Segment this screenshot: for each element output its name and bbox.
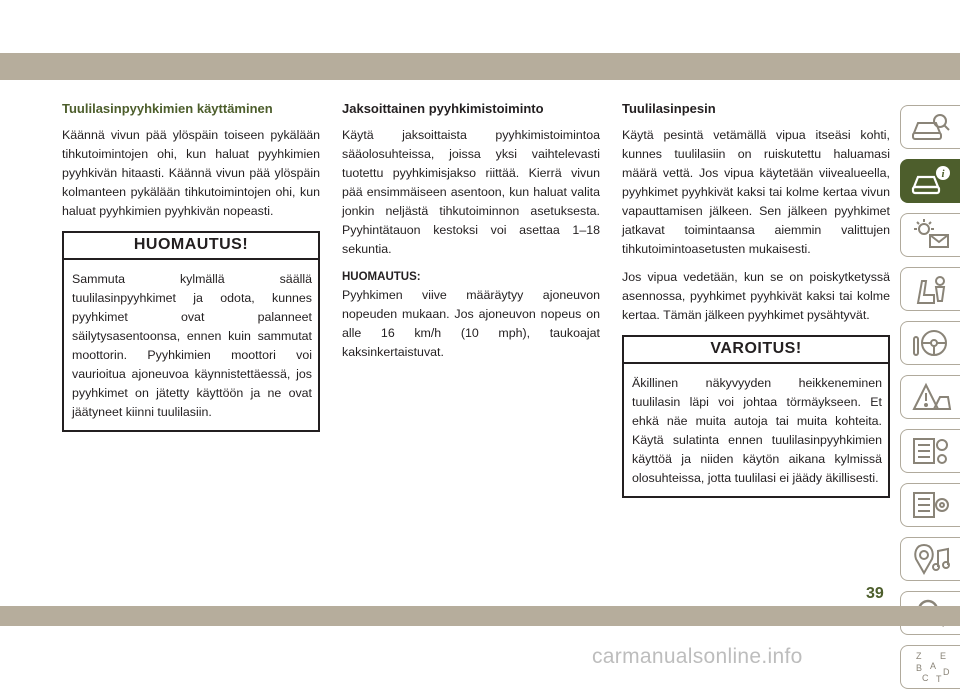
warning-text: Äkillinen näkyvyyden heikkeneminen tuulilasin läpi voi johtaa törmäykseen. Et ehkä näe muita autoja tai muita kohteita. Käytä sulatinta ennen tuulilasinpyyhkimien käyttöä ja niiden käytön aikana kylmissä olosuhteissa, jotta tuulilasi ei jäädy äkillisesti.: [632, 376, 882, 485]
section-heading: Tuulilasinpesin: [622, 101, 716, 116]
warning-light-icon[interactable]: [900, 213, 960, 257]
road-hazard-icon[interactable]: [900, 375, 960, 419]
bottom-band: [0, 606, 960, 626]
warning-title: VAROITUS!: [624, 337, 888, 364]
svg-text:T: T: [935, 674, 941, 684]
service-tools-icon[interactable]: [900, 429, 960, 473]
car-info-icon[interactable]: [900, 159, 960, 203]
top-band: [0, 53, 960, 80]
note-heading: HUOMAUTUS:: [342, 271, 421, 283]
seat-airbag-icon[interactable]: [900, 267, 960, 311]
notice-text: Sammuta kylmällä säällä tuulilasinpyyhkimet ja odota, kunnes pyyhkimet ovat palanneet säilytysasentoonsa, ennen kuin sammutat moottorin. Pyyhkimien moottori voi vaurioitua ajoneuvoa käynnistettäessä, jos pyyhkimet on jätetty käyttöön ja ne ovat jäätyneet kiinni tuulilasiin.: [72, 272, 312, 419]
page-number: 39: [866, 585, 884, 602]
column-wiper-usage: [62, 100, 320, 432]
svg-text:Z: Z: [915, 651, 921, 661]
svg-text:B: B: [915, 663, 922, 673]
index-icon[interactable]: [900, 645, 960, 689]
svg-text:C: C: [921, 673, 928, 683]
notice-box: [62, 231, 320, 432]
multimedia-icon[interactable]: [900, 537, 960, 581]
paragraph: Käännä vivun pää ylöspäin toiseen pykälään tihkutoimintojen ohi, kun haluat pyyhkimien pyyhkivän hitaasti. Käännä vivun pää ylöspäin kolmanteen pykälään tihkutoimintojen ohi, kun haluat pyyhkimien pyyhkivän nopeasti.: [62, 128, 320, 218]
svg-text:D: D: [942, 667, 949, 677]
specifications-icon[interactable]: [900, 483, 960, 527]
svg-text:E: E: [939, 651, 946, 661]
paragraph: Jos vipua vedetään, kun se on poiskytketyssä asennossa, pyyhkimet pyyhkivät kaksi tai kolme kertaa. Tämän jälkeen pyyhkimet pysähtyvät.: [622, 270, 890, 322]
paragraph: Käytä pesintä vetämällä vipua itseäsi kohti, kunnes tuulilasiin on ruiskutettu haluamasi määrä vettä. Jos vipua käytetään viivealueella, pyyhkimet pyyhkivät kaksi tai kolme kertaa vivun vapauttamisen jälkeen. Sen jälkeen pyyhkimet jatkavat toimintaansa aiemmin valittujen tihkutoimintoasetusten mukaisesti.: [622, 128, 890, 256]
car-search-icon[interactable]: [900, 105, 960, 149]
note-text: Pyyhkimen viive määräytyy ajoneuvon nopeuden mukaan. Jos ajoneuvon nopeus on alle 16 km/h (10 mph), taukoajat kaksinkertaistuvat.: [342, 288, 600, 359]
column-washer: [622, 100, 890, 498]
section-heading: Tuulilasinpyyhkimien käyttäminen: [62, 101, 273, 116]
watermark: carmanualsonline.info: [592, 645, 803, 668]
notice-title: HUOMAUTUS!: [64, 233, 318, 260]
warning-box: [622, 335, 890, 498]
column-intermittent: [342, 100, 600, 371]
svg-text:A: A: [929, 661, 936, 671]
section-heading: Jaksoittainen pyyhkimistoiminto: [342, 101, 544, 116]
steering-wheel-icon[interactable]: [900, 321, 960, 365]
paragraph: Käytä jaksoittaista pyyhkimistoimintoa sääolosuhteissa, joissa yksi vaihtelevasti tuotettu pyyhkimisjakso riittää. Kierrä vivun pää ensimmäiseen asentoon, kun haluat valita jonkin neljästä tihkutoiminnon asetuksesta. Pyyhintätauon kestoksi voi asettaa 1–18 sekuntia.: [342, 128, 600, 256]
svg-text:i: i: [940, 168, 945, 180]
